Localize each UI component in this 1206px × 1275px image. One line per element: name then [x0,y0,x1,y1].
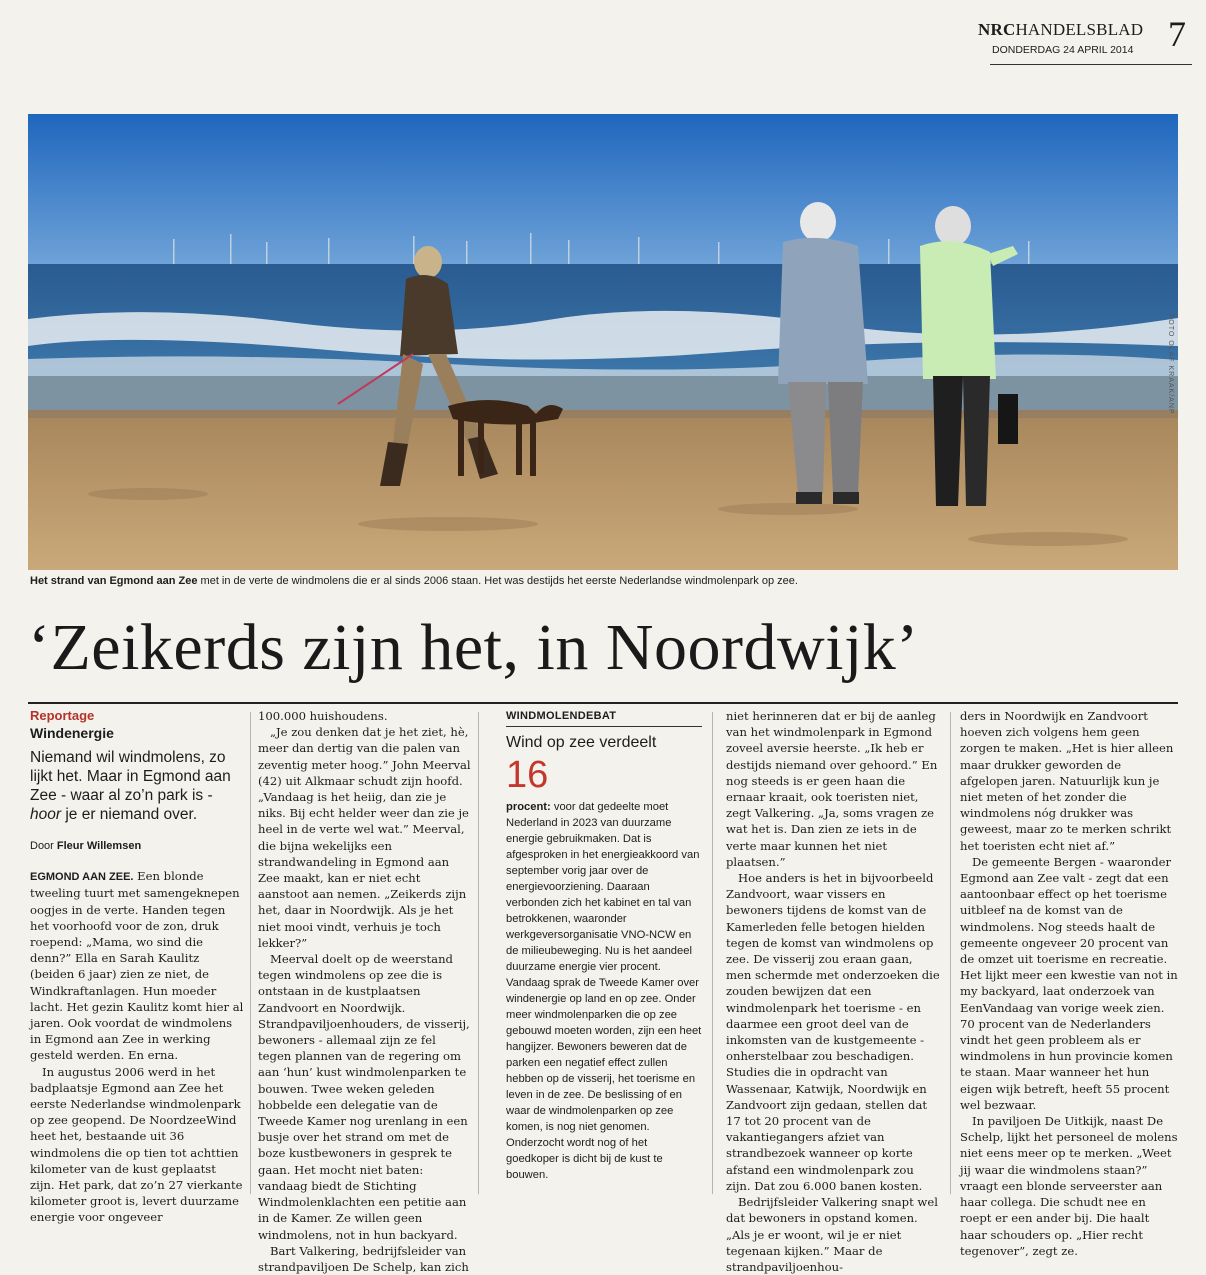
caption-lead: Het strand van Egmond aan Zee [30,575,198,587]
article-paragraph: In paviljoen De Uitkijk, naast De Schelp, lijkt het personeel de molens niet eens meer op te merken. „Weet jij waar die windmolens staan?” vraagt een blonde serveerster aan haar collega. Die schudt nee en roept er een ander bij. Die haalt haar schouders op. „Hier recht tegenover”, zegt ze. [960,1114,1178,1258]
column-divider [250,712,251,1194]
issue-date: DONDERDAG 24 APRIL 2014 [992,44,1134,56]
section-kicker: Reportage [30,708,95,723]
masthead [960,14,1192,64]
photo-credit: FOTO OLAF KRAAK/ANP [1167,314,1174,415]
article-column-5 [960,708,1178,1258]
column-divider [950,712,951,1194]
photo-caption [30,575,1180,587]
sidebar-number: 16 [506,754,549,796]
article-paragraph: Bart Valkering, bedrijfsleider van strandpaviljoen De Schelp, kan zich [258,1243,469,1274]
beach-photo [28,114,1178,570]
article-paragraph: Hoe anders is het in bijvoorbeeld Zandvoort, waar vissers en bewoners tijdens de komst van de Kamerleden felle betogen hielden tegen de komst van windmolens op zee. De visserij zou eraan gaan, men schermde met onderzoeken die zouden bewijzen dat een windmolenpark het toerisme - en daarmee een groot deel van de inkomsten van de kustgemeente - onherstelbaar zou beschadigen. Studies die in opdracht van Wassenaar, Katwijk, Noordwijk en Zandvoort zijn gedaan, stellen dat 17 tot 20 procent van de vakantiegangers afziet van strandbezoek wanneer op korte afstand een windmolenpark zou zijn. Dat zou 6.000 banen kosten. [726,871,940,1193]
beach-scene-illustration [28,114,1178,570]
column-divider [712,712,713,1194]
section-subkicker: Windenergie [30,725,114,741]
sidebar-label: WINDMOLENDEBAT [506,708,702,727]
masthead-rule [990,64,1192,65]
newspaper-name: NRCHANDELSBLAD [978,20,1144,39]
article-column-2 [258,708,472,1274]
article-top-rule [28,702,1178,704]
article-paragraph: ders in Noordwijk en Zandvoort hoeven zich volgens hem geen zorgen te maken. „Het is hier alleen maar drukker geworden de afgelopen jaren. Natuurlijk kun je niet meten of het zonder die windmolens nóg drukker was geweest, maar zo te merken schrikt het toeristen echt niet af.” [960,709,1174,853]
sidebar-text: procent: voor dat gedeelte moet Nederland in 2023 van duurzame energie gebruikmaken. Dat is afgesproken in het energieakkoord van september vorig jaar over de energievoorziening. Daaraan verbonden zich het kabinet en tal van betrokkenen, waaronder werkgeversorganisatie VNO-NCW en de milieubeweging. Nu is het aandeel duurzame energie vier procent. Vandaag sprak de Tweede Kamer over windenergie op land en op zee. Onder meer windmolenparken die op zee gebouwd moeten worden, zijn een heet hangijzer. Bewoners beweren dat de parken een negatief effect zullen hebben op de visserij, het toerisme en leven in de zee. De beslissing of en waar de windmolenparken op zee komen, is nog niet genomen. Onderzocht wordt nog of het goedkoper is dicht bij de kust te bouwen. [506,801,702,1181]
page-number: 7 [1168,14,1186,54]
article-paragraph: „Je zou denken dat je het ziet, hè, meer dan dertig van die palen van zeventig meter hoog.” John Meerval (42) uit Alkmaar schudt zijn hoofd. „Vandaag is het heiig, dan zie je niks. Bij echt helder weer dan zie je heel in de verte wel wat.” Meerval, die bijna wekelijks een strandwandeling in Egmond aan Zee maakt, kan er niet echt aanstoot aan nemen. „Zeikerds zijn het, daar in Noordwijk. Als je het niet mooi vindt, verhuis je toch lekker?” [258,725,471,950]
article-paragraph: De gemeente Bergen - waaronder Egmond aan Zee valt - zegt dat een aantoonbaar effect op het toerisme uitbleef na de komst van de windmolens. Nog steeds haalt de gemeente ongeveer 20 procent van de omzet uit toerisme en recreatie. Het lijkt meer een kwestie van not in my backyard, laat onderzoek van EenVandaag van vorige week zien. 70 procent van de Nederlanders vindt het geen probleem als er windmolens in hun provincie komen te staan. Maar wanneer het hun eigen wijk betreft, heeft 55 procent wel bezwaar. [960,854,1178,1112]
article-paragraph: Bedrijfsleider Valkering snapt wel dat bewoners in opstand komen. „Als je er woont, wil je er niet tegenaan kijken.” Maar de strandpaviljoenhou- [726,1195,938,1274]
sidebar-title: Wind op zee verdeelt [506,734,657,751]
column-divider [478,712,479,1194]
article-headline: ‘Zeikerds zijn het, in Noordwijk’ [28,611,919,684]
byline: Door Fleur Willemsen [30,840,142,852]
caption-text: met in de verte de windmolens die er al sinds 2006 staan. Het was destijds het eerste Nederlandse windmolenpark op zee. [197,575,798,587]
sidebar-box [506,708,702,1198]
dateline: EGMOND AAN ZEE. [30,871,134,884]
article-paragraph: Meerval doelt op de weerstand tegen windmolens op zee die is ontstaan in de kustplaatsen Zandvoort en Noordwijk. Strandpaviljoenhouders, de visserij, bewoners - allemaal zijn ze fel tegen plannen van de regering om aan ‘hun’ kust windmolenparken te bouwen. Twee weken geleden hobbelde een delegatie van de Tweede Kamer nog urenlang in een busje over het strand om met de boze kustbewoners in gesprek te gaan. Het mocht niet baten: vandaag biedt de Stichting Windmolenklachten een petitie aan in de Kamer. Ze willen geen windmolens, not in hun backyard. [258,952,470,1242]
article-paragraph: niet herinneren dat er bij de aanleg van het windmolenpark in Egmond zoveel aversie heerste. „Ik heb er destijds niemand over gehoord.” En nog steeds is er geen haan die ernaar kraait, ook toeristen niet, zegt Valkering. „Ja, soms vragen ze wat het is. Dan zien ze iets in de verte maar kunnen het niet plaatsen.” [726,709,938,869]
article-paragraph: EGMOND AAN ZEE. Een blonde tweeling tuurt met samengeknepen oogjes in de verte. Handen tegen het voorhoofd voor de zon, druk roepend: „Mama, wo sind die denn?” Ella en Sarah Kaulitz (beiden 6 jaar) zien ze niet, de Windkraftanlagen. Hun moeder lacht. Het gezin Kaulitz komt hier al jaren. Ook voordat de windmolens in Egmond aan Zee in werking gesteld werden. En erna. [30,869,244,1063]
article-column-4 [726,708,940,1274]
article-intro: Niemand wil windmolens, zo lijkt het. Maar in Egmond aan Zee - waar al zo’n park is - hoor je er niemand over. [30,749,231,823]
article-column-1 [30,708,244,1225]
article-paragraph: In augustus 2006 werd in het badplaatsje Egmond aan Zee het eerste Nederlandse windmolenpark op zee geopend. De NoordzeeWind heet het, bestaande uit 36 windmolens die op tien tot achttien kilometer van de kust geplaatst zijn. Het park, dat zo’n 27 vierkante kilometer groot is, levert duurzame energie voor ongeveer [30,1064,243,1225]
article-paragraph: 100.000 huishoudens. [258,709,388,723]
